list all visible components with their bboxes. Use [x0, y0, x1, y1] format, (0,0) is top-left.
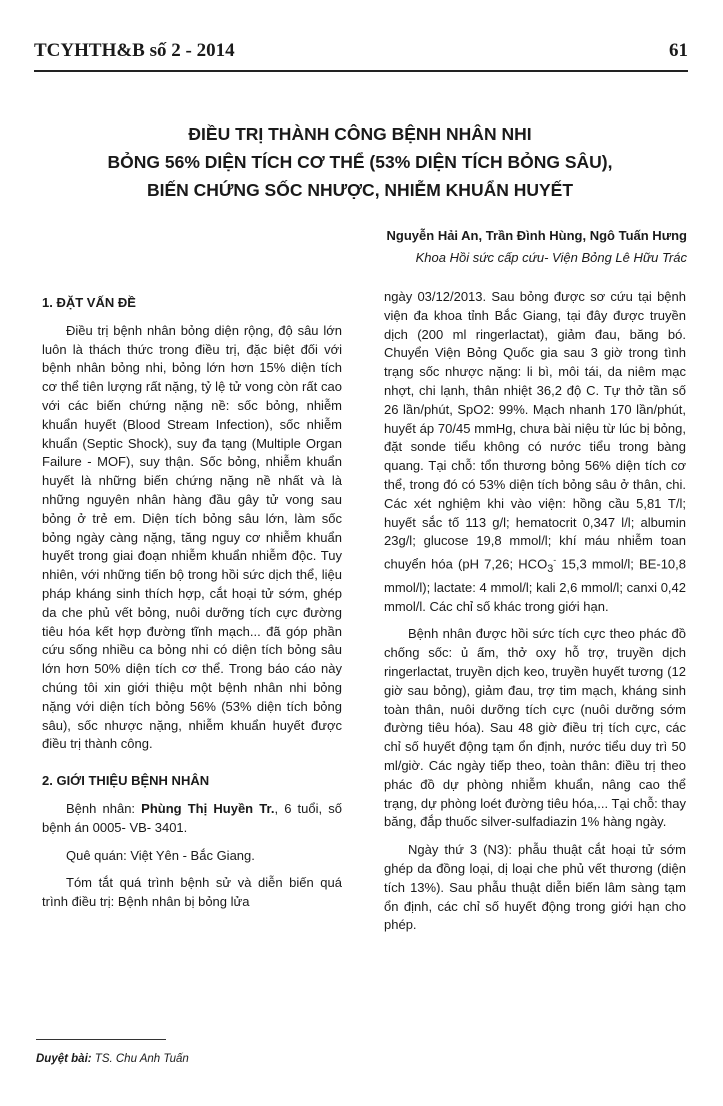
patient-details: , 6 tuổi, số bệnh án 0005- VB- 3401. [42, 800, 342, 835]
summary-paragraph: Tóm tắt quá trình bệnh sử và diễn biến quá trình điều trị: Bệnh nhân bị bỏng lửa [42, 875, 342, 910]
right-column [384, 288, 686, 944]
page-number: 61 [669, 40, 688, 61]
running-header [34, 40, 688, 70]
affiliation: Khoa Hồi sức cấp cứu- Viện Bỏng Lê Hữu Trác [415, 250, 687, 265]
article-title [60, 120, 660, 204]
admission-paragraph [384, 288, 686, 616]
admission-text-b: 15,3 mmol/l; BE-10,8 mmol/l); lactate: 4 mmol/l; kali 2,6 mmol/l; canxi 0,42 mmol/l. Các chỉ số khác trong giới hạn. [384, 556, 686, 614]
section-heading-2: 2. GIỚI THIỆU BỆNH NHÂN [42, 773, 210, 789]
section1-paragraph: Điều trị bệnh nhân bỏng diện rộng, độ sâu lớn luôn là thách thức trong điều trị, đặc biệt đối với bệnh nhân bỏng nhi, bỏng lớn hơn 15% diện tích cơ thể tiên lượng rất nặng, tỷ lệ tử vong còn rất cao với các biến chứng nặng nề: sốc bỏng, nhiễm khuẩn huyết (Blood Stream Infection), sốc nhiễm khuẩn (Septic Shock), suy đa tạng (Multiple Organ Failure - MOF), suy thận. Sốc bỏng, nhiễm khuẩn huyết là những biến chứng nặng nề nhất và là những nguyên nhân hàng đầu gây tử vong sau bỏng ở trẻ em. Diện tích bỏng sâu lớn, làm sốc bỏng ngày càng nặng, tăng nguy cơ nhiễm khuẩn huyết trong giai đoạn nhiễm khuẩn nhiễm độc. Tuy nhiên, với những tiến bộ trong hồi sức dịch thể, liệu pháp kháng sinh thích hợp, cắt hoại tử sớm, ghép da che phủ vết bỏng, nuôi dưỡng tích cực đường tiêu hóa kết hợp đường tĩnh mạch... đã góp phần cứu sống nhiều ca bỏng nhi có diện tích bỏng sâu lớn hơn 50% diện tích cơ thể. Trong báo cáo này chúng tôi xin giới thiệu một bệnh nhân nhi bỏng nặng với diện tích bỏng 56% (53% diện tích bỏng sâu), sốc nhược nặng, nhiễm khuẩn huyết được điều trị thành công. [42, 322, 342, 752]
footnote-rule [36, 1039, 166, 1040]
left-column [42, 286, 342, 921]
hco3-subscript: 3 [547, 563, 554, 576]
treatment-paragraph: Bệnh nhân được hồi sức tích cực theo phác đồ chống sốc: ủ ấm, thở oxy hỗ trợ, truyền dịch ringerlactat, truyền dịch keo, truyền huyết tương (12 giờ sau bỏng), giảm đau, trợ tim mạch, kháng sinh toàn thân, nuôi dưỡng tích cực (nuôi dưỡng sớm đường tiêu hóa). Sau 48 giờ điều trị tích cực, các chỉ số huyết động tạm ổn định, nước tiểu duy trì 50 ml/giờ. Các ngày tiếp theo, toàn thân: điều trị theo phác đồ dự phòng nhiễm khuẩn, nâng cao thể trạng, dự phòng loét đường tiêu hóa,... Tại chỗ: thay băng, đắp thuốc silver-sulfadiazin 1% hàng ngày. [384, 626, 686, 830]
surgery-paragraph: Ngày thứ 3 (N3): phẫu thuật cắt hoại tử sớm ghép da đồng loại, dị loại che phủ vết thương (diện tích 13%). Sau phẫu thuật diễn biến lâm sàng tạm ổn định, các chỉ số huyết động trong giới hạn cho phép. [384, 842, 686, 933]
footnote [36, 1053, 189, 1065]
patient-name: Phùng Thị Huyền Tr. [141, 800, 275, 816]
footnote-reviewer: TS. Chu Anh Tuấn [91, 1053, 189, 1065]
hco3-superscript: - [553, 555, 557, 566]
footnote-label: Duyệt bài: [36, 1053, 92, 1065]
patient-paragraph [42, 800, 342, 838]
journal-title: TCYHTH&B số 2 - 2014 [34, 40, 235, 61]
section-heading-1: 1. ĐẶT VẤN ĐỀ [42, 295, 136, 310]
title-line-1: ĐIỀU TRỊ THÀNH CÔNG BỆNH NHÂN NHI [188, 124, 532, 144]
authors: Nguyễn Hải An, Trần Đình Hùng, Ngô Tuấn Hưng [386, 228, 687, 243]
admission-text-a: ngày 03/12/2013. Sau bỏng được sơ cứu tại bệnh viện đa khoa tỉnh Bắc Giang, tại đây được truyền dịch (200 ml ringerlactat), giảm đau, băng bó. Chuyển Viện Bỏng Quốc gia sau 3 giờ trong tình trạng sốc nhược nặng: li bì, môi tái, da niêm mạc nhợt, chi lạnh, thân nhiệt 36,2 độ C. Tự thở tần số 26 lần/phút, SpO2: 99%. Mạch nhanh 170 lần/phút, huyết áp 70/45 mmHg, chưa bài niệu từ lúc bị bỏng, đặt sonde tiểu không có nước tiểu trong bàng quang. Tại chỗ: tổn thương bỏng 56% diện tích cơ thể, trong đó có 53% diện tích bỏng sâu ở thân, chi. Các xét nghiệm khi vào viện: hồng cầu 5,81 T/l; huyết sắc tố 113 g/l; hematocrit 0,347 l/l; albumin 23g/l; glucose 19,8 mmol/l; khí máu nhiễm toan chuyển hóa (pH 7,26; HCO [384, 289, 686, 572]
title-line-2: BỎNG 56% DIỆN TÍCH CƠ THỂ (53% DIỆN TÍCH BỎNG SÂU), [107, 152, 613, 172]
header-rule [34, 70, 688, 72]
hometown-paragraph: Quê quán: Việt Yên - Bắc Giang. [66, 847, 255, 863]
title-line-3: BIẾN CHỨNG SỐC NHƯỢC, NHIỄM KHUẨN HUYẾT [146, 180, 574, 200]
patient-label: Bệnh nhân: [66, 800, 142, 816]
